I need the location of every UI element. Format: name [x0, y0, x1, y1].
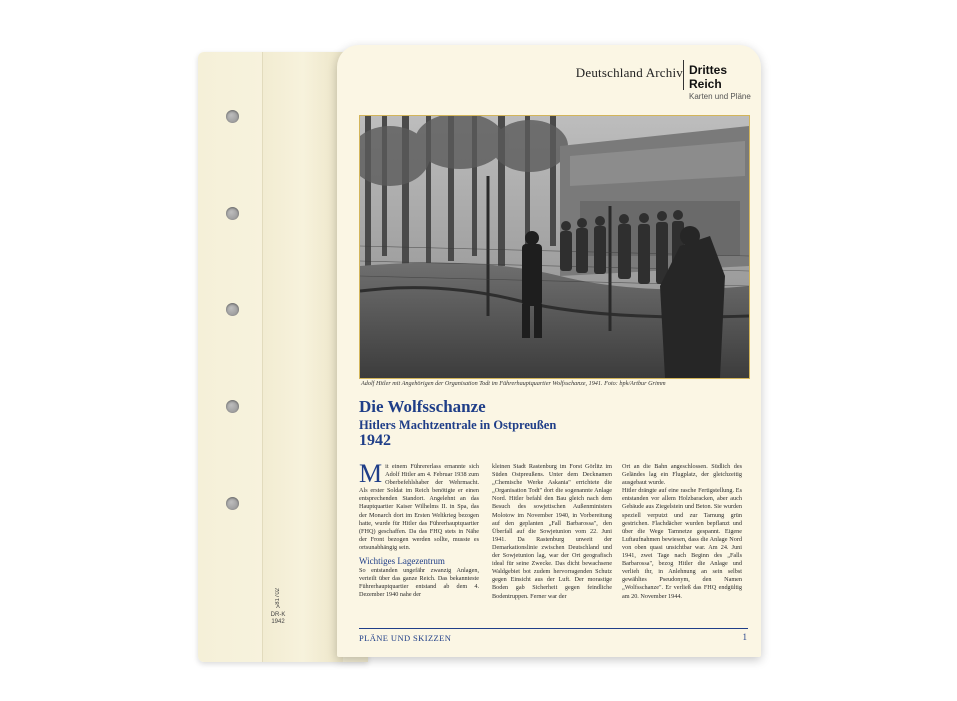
article-subtitle: Hitlers Machtzentrale in Ostpreußen: [359, 418, 557, 432]
punch-hole: [226, 400, 239, 413]
header-series: Deutschland Archiv: [575, 65, 683, 80]
punch-hole: [226, 207, 239, 220]
binder-back-strip: [262, 52, 343, 662]
document-page: [337, 45, 761, 657]
paragraph: So entstanden ungefähr zwanzig Anlagen, verteilt über das ganze Reich. Das bekannteste Führerhauptquartier entstand ab dem 4. Dezember 1940 nahe der: [359, 567, 479, 599]
section-heading: Wichtiges Lagezentrum: [359, 556, 445, 567]
footer-section: PLÄNE UND SKIZZEN: [359, 633, 452, 643]
punch-hole: [226, 497, 239, 510]
text-column-3: [622, 463, 742, 601]
punch-hole: [226, 303, 239, 316]
header-volume-block: [689, 63, 761, 101]
punch-hole: [226, 110, 239, 123]
spine-arrow-icon: ^: [276, 603, 280, 613]
paragraph: it einem Führererlass ernannte sich Adolf Hitler am 4. Februar 1938 zum Oberbefehlshaber der Wehrmacht. Als erster Soldat im Reich benötigte er einen entsprechenden Standort. Angelehnt an das Hauptquartier Kaiser Wilhelms II. in Spa, das der Monarch dort im Ersten Weltkrieg bezogen hatte, wurde für Hitler das Führerhauptquartier (FHQ) geschaffen. Da das FHQ stets in Nähe der Front bezogen werden sollte, musste es ortsunabhängig sein.: [359, 463, 479, 551]
paragraph: Hitler drängte auf eine rasche Fertigstellung. Es entstanden vor allem Holzbaracken, aber auch Gebäude aus Ziegelstein und Beton. Sie wurden speziell verputzt und zur Tarnung grün gestrichen. Flachdächer wurden bepflanzt und über die Wege Tarnnetze gespannt. Eigene Luftaufnahmen bewiesen, dass die Anlage Nord von oben quasi unsichtbar war. Am 24. Juni 1941, zwei Tage nach Beginn des „Falls Barbarossa", bezog Hitler die Anlage und verlieh ihr, in Anlehnung an sein selbst gewähltes Pseudonym, den Namen „Wolfsschanze". Er verließ das FHQ endgültig am 20. November 1944.: [622, 487, 742, 600]
footer-rule: [359, 628, 748, 629]
paragraph: kleinen Stadt Rastenburg im Forst Görlitz im Süden Ostpreußens. Unter dem Decknamen „Chemische Werke Askania" errichtete die „Organisation Todt" dort die sogenannte Anlage Nord. Hitler befahl den Bau gleich nach dem Besuch des sowjetischen Außenministers Molotow im November 1940, in Vorbereitung auf den geplanten „Fall Barbarossa", den Überfall auf die Sowjetunion vom 22. Juni 1941. Da Rastenburg unweit der Demarkationslinie zwischen Deutschland und der Sowjetunion lag, war der Ort geografisch ideal für seine Zwecke. Das dicht bewachsene Waldgebiet bot zudem hervorragenden Schutz gegen Einsicht aus der Luft. Der morastige Boden gab Sicherheit gegen feindliche Bodentruppen. Ferner war der: [492, 463, 612, 600]
article-title: Die Wolfsschanze: [359, 397, 486, 416]
text-column-1: [359, 459, 479, 599]
header-section: Karten und Pläne: [689, 92, 751, 101]
paragraph: Ort an die Bahn angeschlossen. Südlich des Geländes lag ein Flugplatz, der gleichzeitig ausgebaut wurde.: [622, 463, 742, 487]
article-year: 1942: [359, 432, 391, 449]
text-column-2: [492, 463, 612, 601]
header-divider: [683, 60, 684, 90]
spine-label-1: DR-K: [270, 611, 286, 618]
header-volume: Drittes Reich: [689, 63, 728, 91]
spine-code: 81702: [274, 588, 281, 605]
historical-photo: [359, 115, 750, 379]
spine-label-2: 1942: [271, 618, 285, 625]
drop-cap: M: [359, 459, 383, 488]
photo-illustration: [360, 116, 749, 378]
photo-caption: Adolf Hitler mit Angehörigen der Organisation Todt im Führerhauptquartier Wolfsschanze, 1941. Foto: bpk/Artbur Grimm: [361, 380, 666, 387]
page-number: 1: [742, 632, 747, 642]
spine-label: [268, 588, 288, 626]
